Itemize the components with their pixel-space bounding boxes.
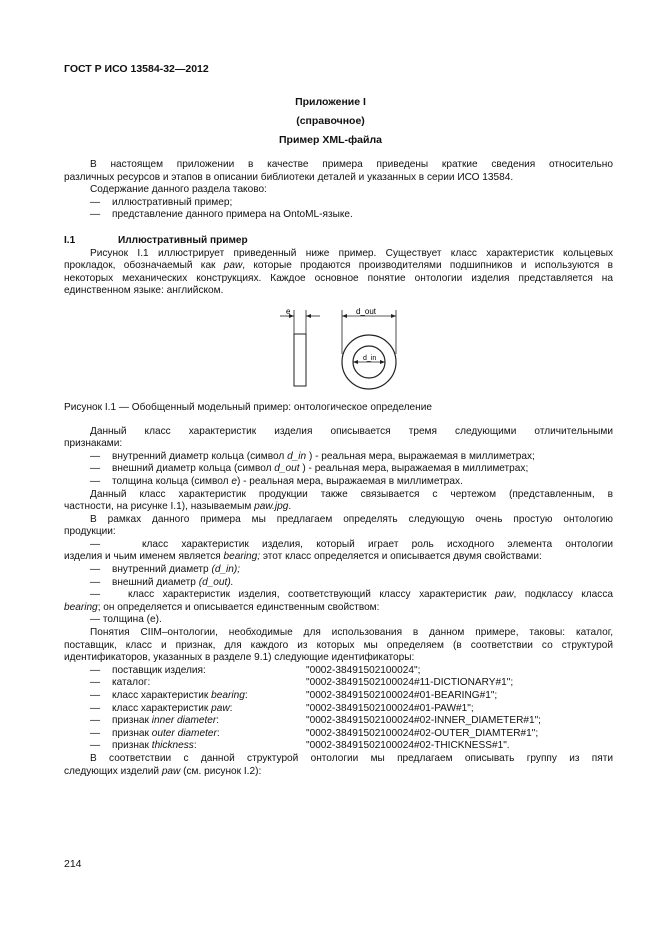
list-item: — внешний диаметр кольца (символ d_out ) - реальная мера, выражаемая в миллиметрах; xyxy=(90,463,529,475)
list-item: — внутренний диаметр (d_in); xyxy=(90,564,241,576)
list-item: — толщина кольца (символ e) - реальная мера, выражаемая в миллиметрах. xyxy=(90,475,463,487)
paragraph-line: изделия и чьим именем является bearing; этот класс определяется и описывается двумя свойствами: xyxy=(64,551,542,563)
paragraph-line: Рисунок I.1 иллюстрирует приведенный ниже пример. Существует класс характеристик кольцевых xyxy=(90,247,613,259)
list-item: — класс характеристик изделия, который играет роль исходного элемента онтологии xyxy=(90,538,613,550)
figure-caption: Рисунок I.1 — Обобщенный модельный пример: онтологическое определение xyxy=(64,401,432,413)
thickness-label: e xyxy=(286,306,291,316)
page-number: 214 xyxy=(64,858,82,870)
paragraph-line: некоторых механических конструкциях. Каждое основное понятие онтологии изделия представляется на xyxy=(64,272,613,284)
paragraph-line: поставщик, класс и признак, для каждого из которых мы определяем (в соответствии со структурой xyxy=(64,639,613,651)
washer-figure xyxy=(90,306,613,390)
annex-status: (справочное) xyxy=(296,115,365,127)
annex-title: Приложение I xyxy=(295,96,366,108)
paragraph-line: — толщина (e). xyxy=(90,614,162,626)
inner-diameter-label: d_in xyxy=(363,354,377,362)
paragraph-line: продукции: xyxy=(64,526,116,538)
paragraph-line: следующих изделий paw (см. рисунок I.2): xyxy=(64,765,262,777)
section-heading: I.1 Иллюстративный пример xyxy=(64,234,248,246)
identifier-row: — признак inner diameter: "0002-38491502100024#02-INNER_DIAMETER#1"; xyxy=(90,715,541,727)
outer-diameter-label: d_out xyxy=(356,306,377,316)
list-item: — представление данного примера на OntoML-языке. xyxy=(90,209,353,221)
paragraph-line: Понятия CIIM–онтологии, необходимые для использования в данном примере, таковы: каталог, xyxy=(90,627,613,639)
body-text xyxy=(64,159,614,778)
list-item: — иллюстративный пример; xyxy=(90,196,233,208)
paragraph-line: bearing; он определяется и описывается единственным свойством: xyxy=(64,601,380,613)
paragraph-line: признаками: xyxy=(64,438,123,450)
list-item: — внутренний диаметр кольца (символ d_in ) - реальная мера, выражаемая в миллиметрах; xyxy=(90,450,535,462)
intro-line: различных ресурсов и этапов в описании библиотеки деталей и указанных в серии ИСО 13584. xyxy=(64,171,514,183)
identifier-row: — поставщик изделия: "0002-38491502100024"; xyxy=(90,664,421,676)
paragraph-line: Данный класс характеристик продукции также связывается с чертежом (представленным, в xyxy=(90,488,613,500)
paragraph-line: Данный класс характеристик изделия описывается тремя следующими отличительными xyxy=(90,425,613,437)
paragraph-line: В соответствии с данной структурой онтологии мы предлагаем описывать группу из пяти xyxy=(90,752,613,764)
standard-header: ГОСТ Р ИСО 13584-32—2012 xyxy=(64,63,209,75)
identifier-row: — признак outer diameter: "0002-38491502100024#02-OUTER_DIAMTER#1"; xyxy=(90,727,539,739)
identifier-row: — класс характеристик bearing: "0002-38491502100024#01-BEARING#1"; xyxy=(90,690,498,701)
washer-drawing xyxy=(90,306,613,390)
paragraph-line: идентификаторов, указанных в разделе 9.1) следующие идентификаторы: xyxy=(64,652,415,664)
intro-line: В настоящем приложении в качестве примера приведены краткие сведения относительно xyxy=(90,159,613,170)
paragraph-line: прокладок, обозначаемый как paw, которые продаются производителями подшипников и используются в xyxy=(64,260,613,272)
annex-subtitle: Пример XML-файла xyxy=(278,134,382,146)
identifier-row: — признак thickness: "0002-38491502100024#02-THICKNESS#1". xyxy=(90,740,510,752)
list-item: — класс характеристик изделия, соответствующий классу характеристик paw, подклассу класса xyxy=(90,589,614,601)
identifier-row: — каталог: "0002-38491502100024#11-DICTIONARY#1"; xyxy=(90,677,514,689)
paragraph-line: единственном языке: английском. xyxy=(64,285,224,297)
intro-line: Содержание данного раздела таково: xyxy=(90,184,267,196)
paragraph-line: частности, на рисунке I.1), называемым paw.jpg. xyxy=(64,501,292,513)
paragraph-line: В рамках данного примера мы предлагаем определять следующую очень простую онтологию xyxy=(90,513,613,525)
identifier-row: — класс характеристик paw: "0002-38491502100024#01-PAW#1"; xyxy=(90,702,474,714)
list-item: — внешний диаметр (d_out). xyxy=(90,576,234,588)
